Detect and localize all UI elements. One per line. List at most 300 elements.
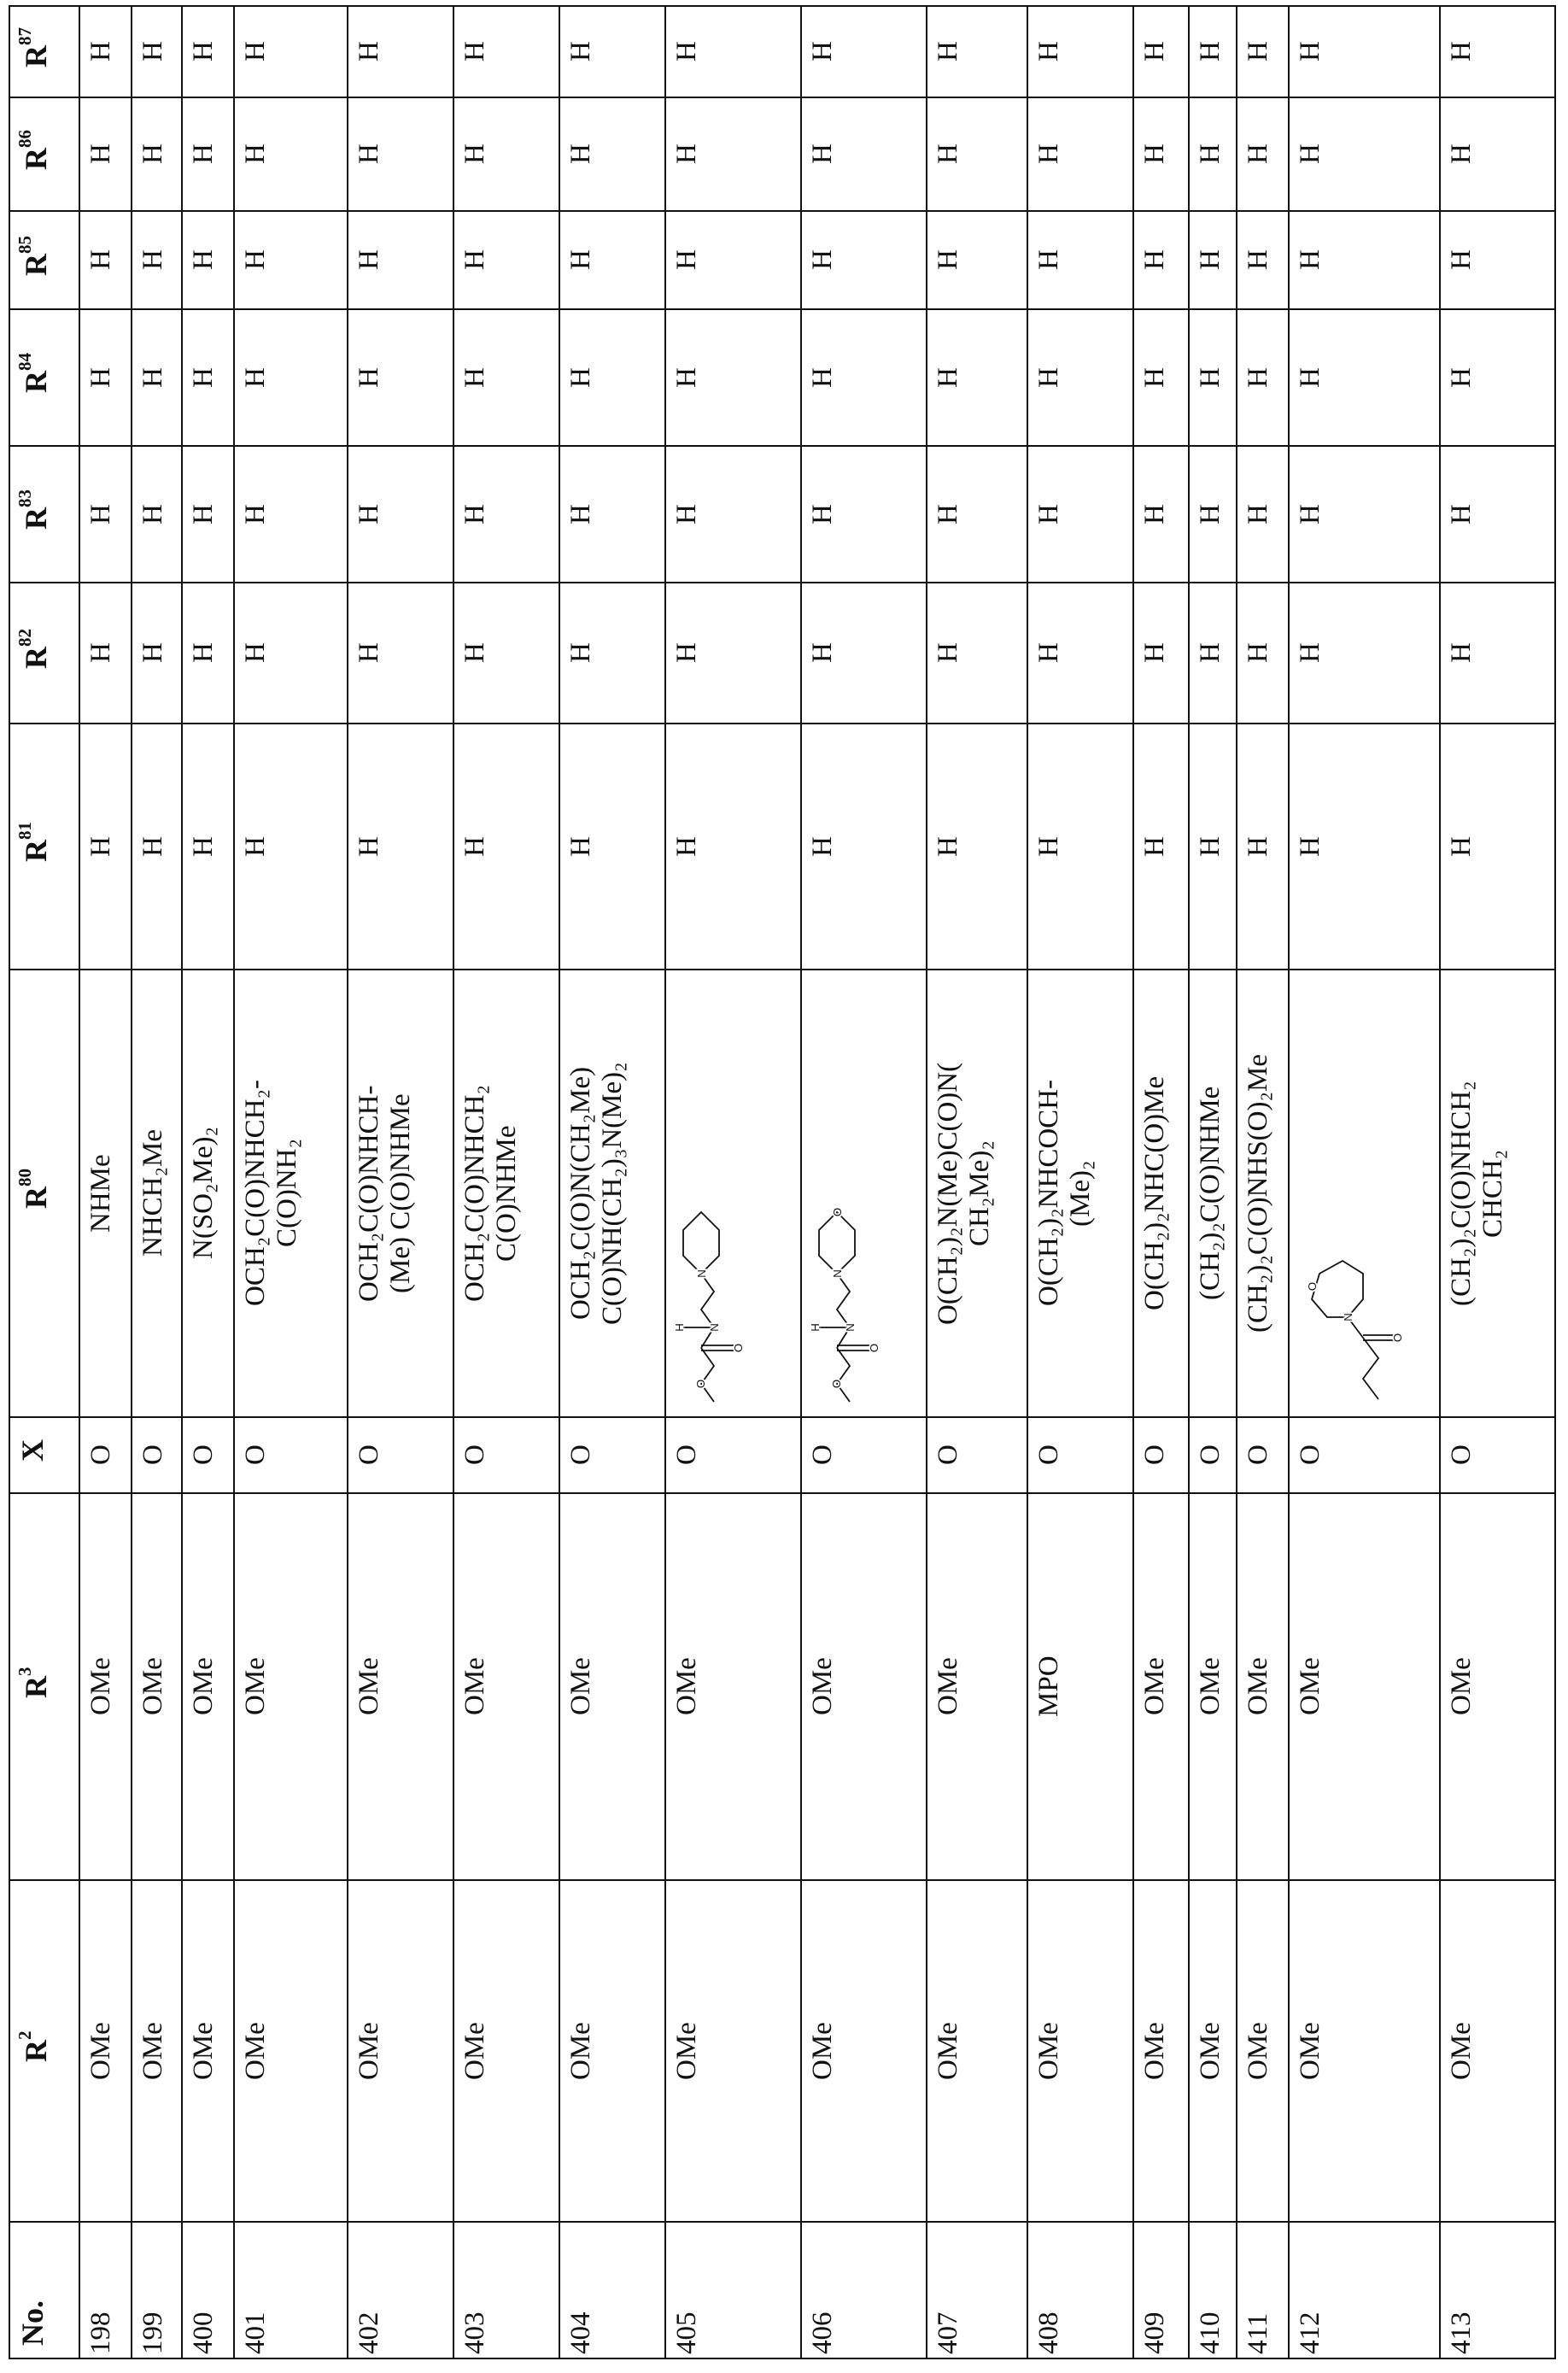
cell-text: O(CH₂)₂NHCOCH- (Me)₂ — [1028, 970, 1132, 1416]
cell-r82 — [80, 583, 132, 724]
cell-text: H — [560, 310, 664, 445]
chemical-structure-piperidine — [668, 1196, 792, 1409]
cell-text: H — [1441, 310, 1554, 445]
cell-r86 — [560, 98, 666, 212]
cell-text: H — [802, 447, 926, 582]
column-header-superscript: 80 — [15, 1169, 35, 1187]
cell-text: H — [666, 310, 800, 445]
compound-table — [9, 5, 1556, 2359]
cell-r85 — [1190, 212, 1237, 310]
cell-r82 — [1237, 583, 1290, 724]
cell-text: H — [80, 583, 131, 723]
cell-r83 — [1237, 447, 1290, 583]
cell-text: OMe — [1237, 1881, 1288, 2221]
cell-text: H — [802, 583, 926, 723]
cell-text: OCH₂C(O)NHCH₂- C(O)NH₂ — [235, 970, 347, 1416]
cell-x — [927, 1418, 1028, 1494]
cell-r81 — [1134, 724, 1190, 970]
cell-text: H — [348, 447, 453, 582]
cell-no — [132, 2223, 183, 2359]
column-header-no — [10, 2223, 80, 2359]
cell-text: H — [1441, 98, 1554, 210]
cell-x — [1190, 1418, 1237, 1494]
cell-text: OMe — [1190, 1494, 1236, 1879]
cell-text: H — [666, 724, 800, 969]
cell-r82 — [666, 583, 802, 724]
cell-r82 — [1134, 583, 1190, 724]
cell-text: OMe — [1134, 1494, 1188, 1879]
cell-r85 — [1290, 212, 1441, 310]
cell-no — [235, 2223, 348, 2359]
cell-r87 — [560, 7, 666, 98]
cell-r87 — [802, 7, 927, 98]
cell-text: H — [454, 310, 559, 445]
column-header-text — [10, 2223, 79, 2358]
cell-r86 — [1290, 98, 1441, 212]
cell-text: H — [1028, 98, 1132, 210]
cell-text: 401 — [235, 2223, 347, 2358]
cell-r82 — [1441, 583, 1556, 724]
cell-text: H — [80, 724, 131, 969]
cell-r83 — [348, 447, 454, 583]
cell-r80 — [132, 970, 183, 1418]
column-header-label: R — [19, 1187, 53, 1210]
cell-r2 — [1134, 1881, 1190, 2223]
cell-r87 — [1190, 7, 1237, 98]
cell-text: O — [666, 1418, 800, 1492]
cell-r87 — [1290, 7, 1441, 98]
cell-r86 — [235, 98, 348, 212]
cell-text: OMe — [560, 1881, 664, 2221]
cell-text: H — [927, 724, 1027, 969]
cell-r80 — [1134, 970, 1190, 1418]
cell-text: H — [1237, 310, 1288, 445]
cell-text: H — [348, 98, 453, 210]
cell-r84 — [1290, 310, 1441, 447]
cell-text: OMe — [666, 1494, 800, 1879]
column-header-text — [10, 1418, 79, 1492]
column-header-label: R — [19, 508, 53, 530]
cell-r81 — [348, 724, 454, 970]
cell-r80 — [348, 970, 454, 1418]
cell-x — [454, 1418, 560, 1494]
atom-label: N — [1342, 1313, 1354, 1321]
cell-no — [1134, 2223, 1190, 2359]
cell-text: H — [132, 7, 181, 97]
cell-r2 — [80, 1881, 132, 2223]
cell-text: OMe — [348, 1494, 453, 1879]
cell-text: H — [183, 447, 233, 582]
cell-r84 — [560, 310, 666, 447]
cell-text: H — [927, 212, 1027, 308]
cell-r80 — [454, 970, 560, 1418]
cell-x — [1290, 1418, 1441, 1494]
cell-text: O — [132, 1418, 181, 1492]
cell-r82 — [927, 583, 1028, 724]
cell-text: H — [183, 7, 233, 97]
cell-text: O — [560, 1418, 664, 1492]
cell-r85 — [235, 212, 348, 310]
cell-text: 402 — [348, 2223, 453, 2358]
cell-x — [348, 1418, 454, 1494]
column-header-r3 — [10, 1494, 80, 1881]
cell-text: H — [1290, 310, 1439, 445]
cell-r80 — [1290, 970, 1441, 1418]
cell-r86 — [454, 98, 560, 212]
cell-text: H — [80, 447, 131, 582]
cell-r85 — [802, 212, 927, 310]
cell-r3 — [348, 1494, 454, 1881]
atom-label: O — [831, 1208, 844, 1216]
cell-r82 — [348, 583, 454, 724]
cell-text: 404 — [560, 2223, 664, 2358]
cell-text: H — [454, 98, 559, 210]
cell-text: H — [1134, 98, 1188, 210]
cell-r2 — [802, 1881, 927, 2223]
cell-r81 — [132, 724, 183, 970]
cell-r81 — [454, 724, 560, 970]
cell-r87 — [132, 7, 183, 98]
cell-text: H — [1237, 583, 1288, 723]
column-header-r86 — [10, 98, 80, 212]
cell-text: MPO — [1028, 1494, 1132, 1879]
cell-r2 — [348, 1881, 454, 2223]
cell-text: H — [927, 310, 1027, 445]
cell-r87 — [1237, 7, 1290, 98]
cell-no — [802, 2223, 927, 2359]
cell-x — [666, 1418, 802, 1494]
cell-text: OMe — [560, 1494, 664, 1879]
cell-text: H — [560, 724, 664, 969]
cell-text: OMe — [348, 1881, 453, 2221]
cell-r84 — [1441, 310, 1556, 447]
cell-text: H — [666, 583, 800, 723]
cell-r81 — [1028, 724, 1134, 970]
cell-text: H — [560, 447, 664, 582]
cell-r87 — [1441, 7, 1556, 98]
cell-text: 410 — [1190, 2223, 1236, 2358]
cell-text: H — [132, 212, 181, 308]
cell-r85 — [454, 212, 560, 310]
cell-text: H — [1028, 447, 1132, 582]
cell-text: H — [348, 724, 453, 969]
cell-x — [560, 1418, 666, 1494]
cell-text: H — [235, 98, 347, 210]
cell-r3 — [666, 1494, 802, 1881]
column-header-superscript: 2 — [15, 2031, 35, 2041]
cell-text: H — [1237, 212, 1288, 308]
cell-r81 — [802, 724, 927, 970]
cell-r2 — [235, 1881, 348, 2223]
cell-text: H — [348, 212, 453, 308]
cell-r80 — [1237, 970, 1290, 1418]
cell-text: OMe — [1237, 1494, 1288, 1879]
column-header-r84 — [10, 310, 80, 447]
atom-label: H — [673, 1323, 686, 1332]
cell-r82 — [802, 583, 927, 724]
cell-r83 — [132, 447, 183, 583]
cell-r80 — [1190, 970, 1237, 1418]
cell-r81 — [235, 724, 348, 970]
cell-no — [454, 2223, 560, 2359]
column-header-superscript: 84 — [15, 354, 35, 372]
atom-label: O — [830, 1380, 843, 1388]
cell-r87 — [666, 7, 802, 98]
atom-label: H — [809, 1323, 822, 1332]
cell-text: H — [1441, 212, 1554, 308]
column-header-text — [10, 1881, 79, 2221]
cell-r81 — [927, 724, 1028, 970]
cell-text: OCH₂C(O)NHCH- (Me) C(O)NHMe — [348, 970, 453, 1416]
cell-r82 — [132, 583, 183, 724]
cell-text: 409 — [1134, 2223, 1188, 2358]
cell-text: OMe — [454, 1881, 559, 2221]
cell-r82 — [454, 583, 560, 724]
cell-no — [1237, 2223, 1290, 2359]
cell-r86 — [1134, 98, 1190, 212]
cell-text: O(CH₂)₂NHC(O)Me — [1134, 970, 1188, 1416]
column-header-label: R — [19, 254, 53, 276]
cell-r82 — [560, 583, 666, 724]
cell-r81 — [1441, 724, 1556, 970]
cell-text: H — [666, 447, 800, 582]
cell-text: H — [1190, 447, 1236, 582]
cell-text: NHCH₂Me — [132, 970, 181, 1416]
cell-r84 — [1237, 310, 1290, 447]
cell-text: H — [802, 212, 926, 308]
atom-label: N — [844, 1323, 857, 1332]
cell-text: H — [1134, 583, 1188, 723]
cell-text: O — [80, 1418, 131, 1492]
column-header-label: R — [19, 148, 53, 170]
cell-r85 — [1134, 212, 1190, 310]
column-header-text — [10, 724, 79, 969]
cell-r84 — [454, 310, 560, 447]
column-header-r85 — [10, 212, 80, 310]
cell-text: 407 — [927, 2223, 1027, 2358]
cell-r81 — [183, 724, 235, 970]
cell-text: OMe — [1190, 1881, 1236, 2221]
cell-text: (CH₂)₂C(O)NHS(O)₂Me — [1237, 970, 1288, 1416]
cell-r3 — [927, 1494, 1028, 1881]
column-header-r82 — [10, 583, 80, 724]
cell-r84 — [1028, 310, 1134, 447]
cell-text: H — [183, 212, 233, 308]
cell-text: H — [183, 583, 233, 723]
cell-r87 — [1134, 7, 1190, 98]
cell-text: H — [560, 212, 664, 308]
cell-text: OMe — [1290, 1494, 1439, 1879]
cell-r85 — [1237, 212, 1290, 310]
cell-r81 — [1237, 724, 1290, 970]
cell-text: O — [1290, 1418, 1439, 1492]
cell-r81 — [80, 724, 132, 970]
cell-r83 — [560, 447, 666, 583]
cell-text: OMe — [666, 1881, 800, 2221]
cell-r3 — [1441, 1494, 1556, 1881]
cell-r85 — [348, 212, 454, 310]
cell-text: H — [1134, 447, 1188, 582]
cell-no — [927, 2223, 1028, 2359]
cell-text: H — [1237, 447, 1288, 582]
cell-x — [235, 1418, 348, 1494]
cell-text: H — [348, 7, 453, 97]
cell-text: H — [132, 583, 181, 723]
cell-r84 — [927, 310, 1028, 447]
cell-r83 — [802, 447, 927, 583]
cell-text: O — [1134, 1418, 1188, 1492]
cell-r86 — [927, 98, 1028, 212]
cell-r3 — [1237, 1494, 1290, 1881]
cell-text: N(SO₂Me)₂ — [183, 970, 233, 1416]
cell-r87 — [80, 7, 132, 98]
cell-text: OMe — [1134, 1881, 1188, 2221]
column-header-label: R — [19, 372, 53, 394]
cell-text: H — [132, 310, 181, 445]
cell-text: O — [1190, 1418, 1236, 1492]
cell-text: H — [1190, 98, 1236, 210]
cell-text: O — [348, 1418, 453, 1492]
chemical-structure-morpholine — [804, 1196, 927, 1409]
column-header-label: R — [19, 45, 53, 67]
column-header-text — [10, 7, 79, 97]
column-header-x — [10, 1418, 80, 1494]
cell-text: H — [1190, 7, 1236, 97]
cell-no — [348, 2223, 454, 2359]
cell-text: H — [132, 98, 181, 210]
cell-r80 — [183, 970, 235, 1418]
cell-r83 — [666, 447, 802, 583]
cell-text: OMe — [235, 1881, 347, 2221]
cell-x — [1441, 1418, 1556, 1494]
cell-text: H — [80, 98, 131, 210]
atom-label: O — [694, 1380, 707, 1388]
cell-r2 — [183, 1881, 235, 2223]
cell-r84 — [1134, 310, 1190, 447]
cell-r85 — [1028, 212, 1134, 310]
cell-r83 — [1290, 447, 1441, 583]
cell-r84 — [1190, 310, 1237, 447]
chemical-structure-oxazepane — [1291, 1196, 1415, 1409]
cell-r83 — [454, 447, 560, 583]
cell-text: H — [132, 724, 181, 969]
cell-text: H — [235, 447, 347, 582]
cell-text: H — [454, 447, 559, 582]
cell-text: 403 — [454, 2223, 559, 2358]
column-header-label: R — [19, 841, 53, 863]
cell-x — [802, 1418, 927, 1494]
column-header-superscript: 3 — [15, 1667, 35, 1676]
cell-r82 — [1290, 583, 1441, 724]
column-header-superscript: 82 — [15, 629, 35, 647]
cell-text: H — [235, 310, 347, 445]
column-header-text — [10, 1494, 79, 1879]
cell-text: H — [1134, 724, 1188, 969]
cell-text: H — [454, 212, 559, 308]
cell-no — [560, 2223, 666, 2359]
cell-r83 — [1028, 447, 1134, 583]
atom-label: N — [831, 1269, 844, 1278]
cell-r86 — [1028, 98, 1134, 212]
cell-r85 — [80, 212, 132, 310]
cell-x — [1237, 1418, 1290, 1494]
cell-text: H — [1290, 7, 1439, 97]
cell-r2 — [927, 1881, 1028, 2223]
cell-r82 — [235, 583, 348, 724]
cell-text: OMe — [1290, 1881, 1439, 2221]
cell-text: H — [1028, 724, 1132, 969]
cell-r85 — [183, 212, 235, 310]
cell-x — [1134, 1418, 1190, 1494]
cell-text: OMe — [235, 1494, 347, 1879]
cell-text: O — [235, 1418, 347, 1492]
cell-text: OCH₂C(O)NHCH₂ C(O)NHMe — [454, 970, 559, 1416]
cell-r84 — [235, 310, 348, 447]
cell-text: OMe — [1441, 1881, 1554, 2221]
cell-text: 406 — [802, 2223, 926, 2358]
cell-no — [1441, 2223, 1556, 2359]
column-header-label: R — [19, 647, 53, 669]
cell-text: H — [560, 583, 664, 723]
cell-text: OMe — [80, 1881, 131, 2221]
column-header-text — [10, 583, 79, 723]
cell-r83 — [1134, 447, 1190, 583]
cell-r82 — [1028, 583, 1134, 724]
column-header-text — [10, 98, 79, 210]
cell-text: H — [1441, 583, 1554, 723]
cell-text: H — [927, 583, 1027, 723]
cell-text: H — [1441, 724, 1554, 969]
cell-text: H — [183, 724, 233, 969]
cell-text: H — [666, 212, 800, 308]
column-header-r87 — [10, 7, 80, 98]
cell-text: OMe — [927, 1881, 1027, 2221]
cell-r2 — [1028, 1881, 1134, 2223]
atom-label: O — [1391, 1333, 1404, 1342]
cell-text: H — [80, 212, 131, 308]
cell-text: H — [1028, 7, 1132, 97]
cell-text: H — [1237, 724, 1288, 969]
cell-x — [132, 1418, 183, 1494]
cell-text: OMe — [80, 1494, 131, 1879]
cell-r3 — [1290, 1494, 1441, 1881]
cell-r84 — [666, 310, 802, 447]
cell-text: H — [927, 7, 1027, 97]
cell-r83 — [80, 447, 132, 583]
cell-text: H — [454, 724, 559, 969]
cell-r3 — [802, 1494, 927, 1881]
cell-text: 408 — [1028, 2223, 1132, 2358]
cell-text: H — [1237, 7, 1288, 97]
cell-text: H — [132, 447, 181, 582]
cell-r87 — [348, 7, 454, 98]
cell-text: O — [1441, 1418, 1554, 1492]
cell-text: H — [454, 583, 559, 723]
cell-text: H — [802, 724, 926, 969]
cell-r81 — [560, 724, 666, 970]
atom-label: O — [732, 1344, 745, 1352]
cell-text: H — [1441, 447, 1554, 582]
atom-label: N — [708, 1323, 721, 1332]
cell-text: O — [1237, 1418, 1288, 1492]
cell-text: H — [1028, 583, 1132, 723]
cell-no — [666, 2223, 802, 2359]
cell-no — [1190, 2223, 1237, 2359]
column-header-superscript: 86 — [15, 130, 35, 148]
column-header-text — [10, 310, 79, 445]
cell-text: H — [560, 98, 664, 210]
column-header-r2 — [10, 1881, 80, 2223]
